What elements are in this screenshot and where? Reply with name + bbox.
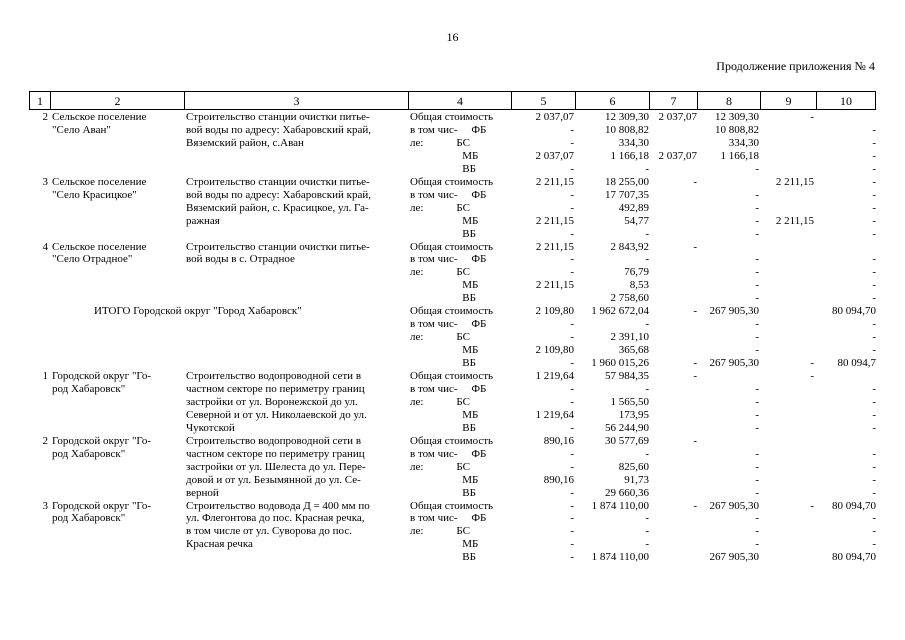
cell-c4: ВБ — [410, 292, 476, 305]
cell-c10: - — [872, 486, 876, 499]
cell-c5: 2 211,15 — [535, 214, 574, 227]
cell-c3: застройки от ул. Воронежской до ул. — [186, 395, 358, 408]
cell-c8: - — [755, 525, 759, 538]
cell-c6: - — [645, 162, 649, 175]
cell-c5: - — [570, 253, 574, 266]
cell-c8: - — [755, 447, 759, 460]
cell-c4: ВБ — [410, 357, 476, 370]
cell-c10: - — [872, 253, 876, 266]
cell-c7: - — [693, 240, 697, 253]
cell-c4: ВБ — [410, 551, 476, 564]
cell-c1: 3 — [42, 175, 48, 188]
header-col-10: 10 — [816, 91, 876, 110]
cell-c5: - — [570, 331, 574, 344]
cell-c6: 492,89 — [618, 201, 649, 214]
cell-c2: "Село Отрадное" — [52, 253, 133, 266]
table-row — [0, 551, 905, 564]
cell-c8: - — [755, 227, 759, 240]
cell-c10: - — [872, 175, 876, 188]
cell-c10: - — [872, 512, 876, 525]
header-col-4: 4 — [408, 91, 512, 110]
cell-c5: - — [570, 318, 574, 331]
cell-c6: 1 962 672,04 — [591, 305, 649, 318]
cell-c9: - — [810, 111, 814, 123]
cell-c8: 10 808,82 — [715, 123, 759, 136]
cell-c10: - — [872, 292, 876, 305]
table-row — [0, 124, 905, 137]
cell-c6: 1 960 015,26 — [591, 357, 649, 370]
cell-c6: 30 577,69 — [605, 434, 649, 447]
cell-c10: 80 094,70 — [832, 499, 876, 512]
table-row — [0, 396, 905, 409]
cell-c3: ражная — [186, 214, 220, 227]
cell-c2: род Хабаровск" — [52, 512, 126, 525]
cell-c4: МБ — [410, 538, 479, 551]
cell-c4: Общая стоимость — [410, 111, 494, 123]
cell-c5: - — [570, 447, 574, 460]
table-row — [0, 279, 905, 292]
cell-c6: 334,30 — [618, 136, 649, 149]
cell-c6: 56 244,90 — [605, 421, 649, 434]
cell-c4: Общая стоимость — [410, 240, 494, 253]
cell-c3: вой воды в с. Отрадное — [186, 253, 295, 266]
cell-c8: - — [755, 395, 759, 408]
table-row — [0, 150, 905, 163]
cell-c10: - — [872, 473, 876, 486]
cell-c10: - — [872, 460, 876, 473]
cell-c8: - — [755, 253, 759, 266]
cell-c7: - — [693, 370, 697, 382]
cell-c4: Общая стоимость — [410, 175, 494, 188]
cell-c3: верной — [186, 486, 219, 499]
cell-c4: ле: БС — [410, 525, 471, 538]
cell-c4: Общая стоимость — [410, 499, 494, 512]
table-row — [0, 357, 905, 370]
cell-c7: 2 037,07 — [658, 111, 697, 123]
cell-c5: 2 211,15 — [535, 240, 574, 253]
cell-c8: - — [755, 266, 759, 279]
cell-c10: - — [872, 227, 876, 240]
table-row — [0, 137, 905, 150]
cell-c9: 2 211,15 — [775, 214, 814, 227]
table-row — [0, 344, 905, 357]
cell-c6: 54,77 — [624, 214, 649, 227]
cell-c4: ВБ — [410, 486, 476, 499]
cell-c4: МБ — [410, 214, 479, 227]
cell-c6: 91,73 — [624, 473, 649, 486]
cell-c5: 1 219,64 — [535, 408, 574, 421]
cell-c3: вой воды по адресу: Хабаровский край, — [186, 188, 372, 201]
table-row — [0, 538, 905, 551]
cell-c5: - — [570, 499, 574, 512]
cell-c2: "Село Аван" — [52, 123, 111, 136]
cell-c8: - — [755, 473, 759, 486]
cell-c5: - — [570, 525, 574, 538]
cell-c10: - — [872, 188, 876, 201]
cell-c5: - — [570, 136, 574, 149]
cell-c6: 57 984,35 — [605, 370, 649, 382]
table-row — [0, 331, 905, 344]
cell-c8: - — [755, 512, 759, 525]
cell-c5: - — [570, 382, 574, 395]
cell-c8: - — [755, 162, 759, 175]
cell-c5: - — [570, 201, 574, 214]
cell-c8: - — [755, 331, 759, 344]
cell-c6: 17 707,35 — [605, 188, 649, 201]
cell-c3: Строительство водовода Д = 400 мм по — [186, 499, 370, 512]
table-row — [0, 512, 905, 525]
table-row — [0, 189, 905, 202]
cell-c10: - — [872, 123, 876, 136]
cell-c10: - — [872, 525, 876, 538]
cell-c4: в том чис- ФБ — [410, 447, 487, 460]
cell-c8: - — [755, 188, 759, 201]
cell-c6: 2 391,10 — [610, 331, 649, 344]
cell-c3: Чукотской — [186, 421, 235, 434]
cell-c5: - — [570, 227, 574, 240]
cell-c8: - — [755, 382, 759, 395]
cell-c2: Сельское поселение — [52, 111, 147, 123]
cell-c4: МБ — [410, 473, 479, 486]
cell-c4: ле: БС — [410, 136, 471, 149]
cell-c6: - — [645, 382, 649, 395]
cell-c8: - — [755, 318, 759, 331]
cell-c2: Городской округ "Го- — [52, 370, 151, 382]
cell-c5: - — [570, 123, 574, 136]
cell-c10: - — [872, 149, 876, 162]
cell-c3: ул. Флегонтова до пос. Красная речка, — [186, 512, 365, 525]
cell-c10: - — [872, 382, 876, 395]
cell-c3: Строительство станции очистки питье- — [186, 175, 370, 188]
cell-c8: 267 905,30 — [709, 305, 759, 318]
cell-c10: - — [872, 214, 876, 227]
cell-c6: - — [645, 253, 649, 266]
cell-c3: Строительство станции очистки питье- — [186, 111, 370, 123]
cell-c10: - — [872, 395, 876, 408]
cell-c10: - — [872, 318, 876, 331]
cell-c4: в том чис- ФБ — [410, 318, 487, 331]
cell-c10: - — [872, 421, 876, 434]
cell-c2: род Хабаровск" — [52, 382, 126, 395]
cell-c6: - — [645, 538, 649, 551]
cell-c5: 2 037,07 — [535, 149, 574, 162]
table-row — [0, 202, 905, 215]
cell-c4: в том чис- ФБ — [410, 253, 487, 266]
cell-c5: - — [570, 538, 574, 551]
table-row — [0, 525, 905, 538]
cell-c8: 267 905,30 — [709, 551, 759, 564]
cell-c6: 1 874 110,00 — [591, 551, 649, 564]
table-row — [0, 435, 905, 448]
cell-c6: - — [645, 227, 649, 240]
cell-c10: - — [872, 136, 876, 149]
cell-c8: - — [755, 201, 759, 214]
table-row — [0, 176, 905, 189]
cell-c5: - — [570, 188, 574, 201]
cell-c3: довой и от ул. Безымянной до ул. Се- — [186, 473, 361, 486]
cell-c4: МБ — [410, 149, 479, 162]
cell-c10: - — [872, 447, 876, 460]
cell-c10: 80 094,7 — [837, 357, 876, 370]
cell-c5: 2 211,15 — [535, 175, 574, 188]
cell-c2: род Хабаровск" — [52, 447, 126, 460]
cell-c5: - — [570, 460, 574, 473]
table-row — [0, 409, 905, 422]
cell-c7: - — [693, 499, 697, 512]
cell-c9: - — [810, 357, 814, 370]
table-row — [0, 448, 905, 461]
cell-c9: 2 211,15 — [775, 175, 814, 188]
cell-c4: ВБ — [410, 227, 476, 240]
cell-c10: - — [872, 408, 876, 421]
cell-c5: 2 211,15 — [535, 279, 574, 292]
cell-c4: Общая стоимость — [410, 434, 494, 447]
cell-c5: 2 109,80 — [535, 305, 574, 318]
cell-c6: - — [645, 525, 649, 538]
table-row — [0, 461, 905, 474]
cell-c4: в том чис- ФБ — [410, 188, 487, 201]
cell-c3: застройки от ул. Шелеста до ул. Пере- — [186, 460, 366, 473]
total-label: ИТОГО Городской округ "Город Хабаровск" — [94, 305, 302, 318]
cell-c4: ле: БС — [410, 266, 471, 279]
cell-c10: - — [872, 279, 876, 292]
cell-c8: - — [755, 279, 759, 292]
table-row — [0, 370, 905, 383]
cell-c10: - — [872, 344, 876, 357]
header-col-1: 1 — [29, 91, 51, 110]
table-row — [0, 111, 905, 124]
header-col-5: 5 — [511, 91, 576, 110]
cell-c4: ле: БС — [410, 395, 471, 408]
cell-c4: МБ — [410, 279, 479, 292]
cell-c1: 2 — [42, 111, 48, 123]
cell-c8: - — [755, 460, 759, 473]
cell-c3: вой воды по адресу: Хабаровский край, — [186, 123, 372, 136]
cell-c3: Вяземский район, с. Красицкое, ул. Га- — [186, 201, 369, 214]
cell-c5: - — [570, 486, 574, 499]
cell-c4: МБ — [410, 408, 479, 421]
cell-c6: 76,79 — [624, 266, 649, 279]
cell-c5: - — [570, 551, 574, 564]
cell-c5: 2 037,07 — [535, 111, 574, 123]
continuation-title: Продолжение приложения № 4 — [716, 59, 875, 73]
table-header — [29, 91, 877, 111]
cell-c3: Строительство водопроводной сети в — [186, 370, 362, 382]
cell-c7: - — [693, 175, 697, 188]
cell-c6: 12 309,30 — [605, 111, 649, 123]
cell-c6: 365,68 — [618, 344, 649, 357]
cell-c5: - — [570, 421, 574, 434]
cell-c6: 1 565,50 — [610, 395, 649, 408]
cell-c5: - — [570, 395, 574, 408]
cell-c6: - — [645, 318, 649, 331]
cell-c8: - — [755, 486, 759, 499]
cell-c4: ле: БС — [410, 460, 471, 473]
header-col-6: 6 — [575, 91, 650, 110]
table-row — [0, 215, 905, 228]
cell-c7: - — [693, 357, 697, 370]
cell-c4: в том чис- ФБ — [410, 123, 487, 136]
cell-c6: 2 758,60 — [610, 292, 649, 305]
cell-c5: - — [570, 512, 574, 525]
cell-c6: 1 166,18 — [610, 149, 649, 162]
cell-c3: Строительство водопроводной сети в — [186, 434, 362, 447]
cell-c8: - — [755, 214, 759, 227]
cell-c3: Красная речка — [186, 538, 253, 551]
cell-c6: - — [645, 512, 649, 525]
cell-c8: 334,30 — [728, 136, 759, 149]
cell-c1: 4 — [42, 240, 48, 253]
header-col-8: 8 — [697, 91, 761, 110]
cell-c3: в том числе от ул. Суворова до пос. — [186, 525, 352, 538]
table-row — [0, 228, 905, 241]
cell-c9: - — [810, 499, 814, 512]
cell-c1: 1 — [42, 370, 48, 382]
cell-c5: 890,16 — [543, 473, 574, 486]
cell-c3: Северной и от ул. Николаевской до ул. — [186, 408, 367, 421]
cell-c10: - — [872, 331, 876, 344]
cell-c10: - — [872, 162, 876, 175]
cell-c1: 2 — [42, 434, 48, 447]
cell-c4: в том чис- ФБ — [410, 382, 487, 395]
cell-c8: - — [755, 408, 759, 421]
cell-c6: 2 843,92 — [610, 240, 649, 253]
cell-c6: 1 874 110,00 — [591, 499, 649, 512]
table-row — [0, 305, 905, 318]
cell-c6: 825,60 — [618, 460, 649, 473]
cell-c8: 267 905,30 — [709, 357, 759, 370]
cell-c5: - — [570, 266, 574, 279]
cell-c3: частном секторе по периметру границ — [186, 382, 365, 395]
cell-c3: Строительство станции очистки питье- — [186, 240, 370, 253]
cell-c3: Вяземский район, с.Аван — [186, 136, 304, 149]
header-col-3: 3 — [184, 91, 409, 110]
cell-c8: - — [755, 421, 759, 434]
cell-c7: - — [693, 305, 697, 318]
cell-c10: - — [872, 266, 876, 279]
cell-c6: 10 808,82 — [605, 123, 649, 136]
table-row — [0, 253, 905, 266]
cell-c6: 29 660,36 — [605, 486, 649, 499]
table-row — [0, 318, 905, 331]
table-row — [0, 500, 905, 513]
cell-c4: ле: БС — [410, 331, 471, 344]
cell-c2: Городской округ "Го- — [52, 499, 151, 512]
cell-c8: - — [755, 344, 759, 357]
cell-c2: Сельское поселение — [52, 240, 147, 253]
cell-c8: 267 905,30 — [709, 499, 759, 512]
cell-c1: 3 — [42, 499, 48, 512]
cell-c2: Сельское поселение — [52, 175, 147, 188]
cell-c10: - — [872, 538, 876, 551]
table-row — [0, 487, 905, 500]
table-row — [0, 163, 905, 176]
cell-c5: - — [570, 162, 574, 175]
cell-c4: ле: БС — [410, 201, 471, 214]
cell-c7: - — [693, 434, 697, 447]
cell-c10: 80 094,70 — [832, 305, 876, 318]
table-row — [0, 241, 905, 254]
cell-c9: - — [810, 370, 814, 382]
cell-c2: Городской округ "Го- — [52, 434, 151, 447]
cell-c4: ВБ — [410, 421, 476, 434]
cell-c8: - — [755, 538, 759, 551]
table-row — [0, 474, 905, 487]
cell-c7: 2 037,07 — [658, 149, 697, 162]
table-row — [0, 292, 905, 305]
cell-c6: - — [645, 447, 649, 460]
cell-c4: Общая стоимость — [410, 370, 494, 382]
cell-c4: в том чис- ФБ — [410, 512, 487, 525]
cell-c4: Общая стоимость — [410, 305, 494, 318]
cell-c6: 18 255,00 — [605, 175, 649, 188]
table-row — [0, 383, 905, 396]
table-row — [0, 266, 905, 279]
table-row — [0, 422, 905, 435]
header-col-7: 7 — [649, 91, 698, 110]
header-col-9: 9 — [760, 91, 817, 110]
cell-c8: - — [755, 292, 759, 305]
cell-c8: 12 309,30 — [715, 111, 759, 123]
cell-c4: ВБ — [410, 162, 476, 175]
cell-c5: 2 109,80 — [535, 344, 574, 357]
cell-c10: 80 094,70 — [832, 551, 876, 564]
cell-c6: 173,95 — [618, 408, 649, 421]
header-col-2: 2 — [50, 91, 185, 110]
cell-c4: МБ — [410, 344, 479, 357]
cell-c5: - — [570, 357, 574, 370]
cell-c2: "Село Красицкое" — [52, 188, 137, 201]
page-number: 16 — [446, 30, 459, 44]
cell-c5: 1 219,64 — [535, 370, 574, 382]
cell-c10: - — [872, 201, 876, 214]
cell-c3: частном секторе по периметру границ — [186, 447, 365, 460]
cell-c5: 890,16 — [543, 434, 574, 447]
cell-c6: 8,53 — [629, 279, 649, 292]
cell-c8: 1 166,18 — [720, 149, 759, 162]
